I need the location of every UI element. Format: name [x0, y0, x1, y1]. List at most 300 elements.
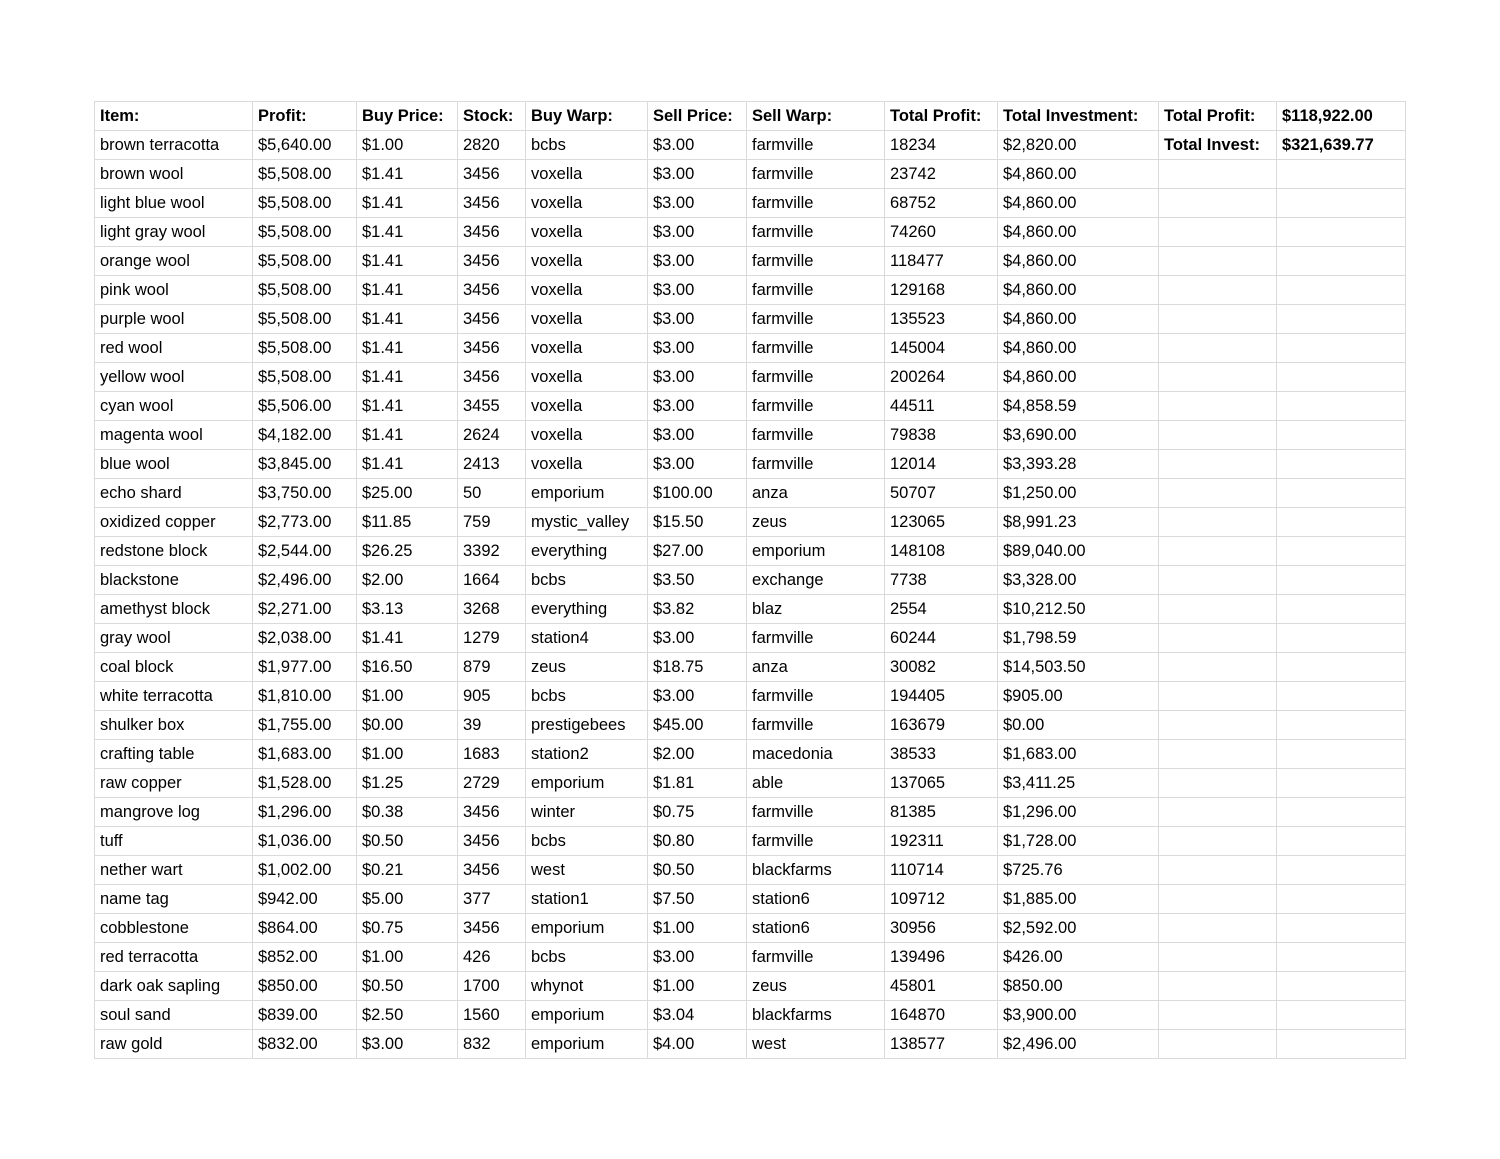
cell-item[interactable]: light gray wool — [95, 218, 253, 247]
cell-sell-warp[interactable]: farmville — [747, 711, 885, 740]
cell-item[interactable]: raw gold — [95, 1030, 253, 1059]
cell-buy-warp[interactable]: prestigebees — [526, 711, 648, 740]
cell-total-investment[interactable]: $1,296.00 — [998, 798, 1159, 827]
cell-total-investment[interactable]: $850.00 — [998, 972, 1159, 1001]
empty-cell[interactable] — [1159, 624, 1277, 653]
cell-sell-price[interactable]: $15.50 — [648, 508, 747, 537]
cell-total-investment[interactable]: $4,860.00 — [998, 218, 1159, 247]
cell-buy-price[interactable]: $1.41 — [357, 218, 458, 247]
cell-profit[interactable]: $5,508.00 — [253, 189, 357, 218]
empty-cell[interactable] — [1277, 914, 1406, 943]
cell-buy-warp[interactable]: bcbs — [526, 827, 648, 856]
empty-cell[interactable] — [1159, 682, 1277, 711]
cell-profit[interactable]: $5,508.00 — [253, 305, 357, 334]
cell-item[interactable]: raw copper — [95, 769, 253, 798]
cell-total-investment[interactable]: $3,328.00 — [998, 566, 1159, 595]
cell-sell-warp[interactable]: blaz — [747, 595, 885, 624]
empty-cell[interactable] — [1159, 1030, 1277, 1059]
cell-buy-warp[interactable]: west — [526, 856, 648, 885]
cell-profit[interactable]: $5,508.00 — [253, 218, 357, 247]
cell-stock[interactable]: 3456 — [458, 189, 526, 218]
cell-total-profit[interactable]: 138577 — [885, 1030, 998, 1059]
cell-total-investment[interactable]: $0.00 — [998, 711, 1159, 740]
cell-stock[interactable]: 2624 — [458, 421, 526, 450]
cell-profit[interactable]: $2,544.00 — [253, 537, 357, 566]
cell-total-profit[interactable]: 81385 — [885, 798, 998, 827]
cell-total-investment[interactable]: $4,860.00 — [998, 189, 1159, 218]
cell-total-profit[interactable]: 123065 — [885, 508, 998, 537]
cell-sell-price[interactable]: $7.50 — [648, 885, 747, 914]
cell-total-profit[interactable]: 110714 — [885, 856, 998, 885]
empty-cell[interactable] — [1277, 740, 1406, 769]
cell-item[interactable]: coal block — [95, 653, 253, 682]
cell-total-profit[interactable]: 129168 — [885, 276, 998, 305]
cell-buy-price[interactable]: $1.41 — [357, 247, 458, 276]
cell-buy-warp[interactable]: whynot — [526, 972, 648, 1001]
cell-profit[interactable]: $852.00 — [253, 943, 357, 972]
cell-total-investment[interactable]: $1,885.00 — [998, 885, 1159, 914]
cell-total-investment[interactable]: $4,860.00 — [998, 160, 1159, 189]
cell-buy-warp[interactable]: emporium — [526, 1030, 648, 1059]
cell-buy-warp[interactable]: everything — [526, 595, 648, 624]
cell-total-investment[interactable]: $3,690.00 — [998, 421, 1159, 450]
cell-total-investment[interactable]: $3,411.25 — [998, 769, 1159, 798]
cell-sell-price[interactable]: $3.00 — [648, 450, 747, 479]
cell-total-profit[interactable]: 45801 — [885, 972, 998, 1001]
cell-sell-price[interactable]: $3.00 — [648, 131, 747, 160]
cell-stock[interactable]: 3456 — [458, 334, 526, 363]
header-item[interactable]: Item: — [95, 102, 253, 131]
empty-cell[interactable] — [1277, 885, 1406, 914]
cell-item[interactable]: white terracotta — [95, 682, 253, 711]
cell-total-investment[interactable]: $2,496.00 — [998, 1030, 1159, 1059]
cell-buy-warp[interactable]: voxella — [526, 218, 648, 247]
cell-buy-warp[interactable]: voxella — [526, 363, 648, 392]
header-sell-warp[interactable]: Sell Warp: — [747, 102, 885, 131]
summary-total-profit-value[interactable]: $118,922.00 — [1277, 102, 1406, 131]
cell-stock[interactable]: 759 — [458, 508, 526, 537]
cell-sell-warp[interactable]: exchange — [747, 566, 885, 595]
cell-total-profit[interactable]: 30082 — [885, 653, 998, 682]
cell-sell-warp[interactable]: farmville — [747, 247, 885, 276]
cell-stock[interactable]: 3456 — [458, 798, 526, 827]
cell-buy-price[interactable]: $5.00 — [357, 885, 458, 914]
cell-profit[interactable]: $5,506.00 — [253, 392, 357, 421]
cell-sell-price[interactable]: $3.04 — [648, 1001, 747, 1030]
cell-buy-price[interactable]: $1.00 — [357, 682, 458, 711]
empty-cell[interactable] — [1277, 160, 1406, 189]
cell-item[interactable]: orange wool — [95, 247, 253, 276]
cell-total-profit[interactable]: 79838 — [885, 421, 998, 450]
cell-total-investment[interactable]: $3,393.28 — [998, 450, 1159, 479]
cell-stock[interactable]: 1560 — [458, 1001, 526, 1030]
cell-sell-warp[interactable]: farmville — [747, 305, 885, 334]
cell-stock[interactable]: 3456 — [458, 218, 526, 247]
cell-total-investment[interactable]: $3,900.00 — [998, 1001, 1159, 1030]
cell-sell-price[interactable]: $1.00 — [648, 914, 747, 943]
cell-sell-warp[interactable]: zeus — [747, 972, 885, 1001]
cell-sell-price[interactable]: $3.00 — [648, 305, 747, 334]
cell-stock[interactable]: 39 — [458, 711, 526, 740]
cell-sell-warp[interactable]: farmville — [747, 131, 885, 160]
cell-stock[interactable]: 3268 — [458, 595, 526, 624]
cell-profit[interactable]: $1,528.00 — [253, 769, 357, 798]
cell-buy-warp[interactable]: voxella — [526, 421, 648, 450]
cell-buy-price[interactable]: $3.13 — [357, 595, 458, 624]
empty-cell[interactable] — [1159, 276, 1277, 305]
cell-sell-price[interactable]: $0.50 — [648, 856, 747, 885]
empty-cell[interactable] — [1159, 363, 1277, 392]
cell-total-investment[interactable]: $14,503.50 — [998, 653, 1159, 682]
empty-cell[interactable] — [1277, 798, 1406, 827]
cell-item[interactable]: light blue wool — [95, 189, 253, 218]
cell-buy-price[interactable]: $1.00 — [357, 131, 458, 160]
cell-buy-warp[interactable]: voxella — [526, 334, 648, 363]
cell-item[interactable]: tuff — [95, 827, 253, 856]
cell-profit[interactable]: $4,182.00 — [253, 421, 357, 450]
empty-cell[interactable] — [1277, 566, 1406, 595]
cell-profit[interactable]: $1,683.00 — [253, 740, 357, 769]
empty-cell[interactable] — [1159, 595, 1277, 624]
cell-sell-price[interactable]: $3.00 — [648, 218, 747, 247]
cell-profit[interactable]: $942.00 — [253, 885, 357, 914]
cell-profit[interactable]: $1,977.00 — [253, 653, 357, 682]
cell-buy-warp[interactable]: station2 — [526, 740, 648, 769]
cell-buy-price[interactable]: $1.41 — [357, 160, 458, 189]
cell-total-investment[interactable]: $2,820.00 — [998, 131, 1159, 160]
cell-sell-price[interactable]: $3.00 — [648, 392, 747, 421]
cell-item[interactable]: echo shard — [95, 479, 253, 508]
cell-buy-price[interactable]: $1.41 — [357, 421, 458, 450]
empty-cell[interactable] — [1159, 972, 1277, 1001]
cell-stock[interactable]: 3456 — [458, 914, 526, 943]
cell-profit[interactable]: $5,640.00 — [253, 131, 357, 160]
cell-sell-price[interactable]: $18.75 — [648, 653, 747, 682]
cell-stock[interactable]: 3456 — [458, 305, 526, 334]
cell-item[interactable]: pink wool — [95, 276, 253, 305]
cell-stock[interactable]: 2413 — [458, 450, 526, 479]
cell-buy-warp[interactable]: bcbs — [526, 566, 648, 595]
empty-cell[interactable] — [1277, 1001, 1406, 1030]
cell-sell-price[interactable]: $3.00 — [648, 363, 747, 392]
cell-total-investment[interactable]: $2,592.00 — [998, 914, 1159, 943]
cell-total-investment[interactable]: $1,250.00 — [998, 479, 1159, 508]
cell-buy-warp[interactable]: bcbs — [526, 943, 648, 972]
cell-sell-warp[interactable]: farmville — [747, 624, 885, 653]
cell-profit[interactable]: $839.00 — [253, 1001, 357, 1030]
empty-cell[interactable] — [1277, 189, 1406, 218]
header-buy-price[interactable]: Buy Price: — [357, 102, 458, 131]
cell-item[interactable]: blue wool — [95, 450, 253, 479]
cell-total-profit[interactable]: 30956 — [885, 914, 998, 943]
summary-total-profit-label[interactable]: Total Profit: — [1159, 102, 1277, 131]
cell-buy-warp[interactable]: bcbs — [526, 682, 648, 711]
cell-buy-price[interactable]: $0.00 — [357, 711, 458, 740]
cell-profit[interactable]: $5,508.00 — [253, 276, 357, 305]
empty-cell[interactable] — [1159, 508, 1277, 537]
cell-total-investment[interactable]: $4,860.00 — [998, 334, 1159, 363]
empty-cell[interactable] — [1159, 421, 1277, 450]
cell-buy-price[interactable]: $16.50 — [357, 653, 458, 682]
cell-total-investment[interactable]: $4,860.00 — [998, 276, 1159, 305]
cell-buy-price[interactable]: $1.41 — [357, 334, 458, 363]
cell-stock[interactable]: 377 — [458, 885, 526, 914]
cell-buy-warp[interactable]: bcbs — [526, 131, 648, 160]
empty-cell[interactable] — [1277, 479, 1406, 508]
empty-cell[interactable] — [1159, 537, 1277, 566]
cell-item[interactable]: dark oak sapling — [95, 972, 253, 1001]
cell-sell-warp[interactable]: farmville — [747, 160, 885, 189]
cell-buy-price[interactable]: $25.00 — [357, 479, 458, 508]
cell-item[interactable]: magenta wool — [95, 421, 253, 450]
cell-stock[interactable]: 3455 — [458, 392, 526, 421]
cell-sell-price[interactable]: $3.00 — [648, 189, 747, 218]
cell-buy-price[interactable]: $1.41 — [357, 276, 458, 305]
empty-cell[interactable] — [1159, 798, 1277, 827]
cell-stock[interactable]: 879 — [458, 653, 526, 682]
cell-buy-price[interactable]: $26.25 — [357, 537, 458, 566]
summary-total-invest-value[interactable]: $321,639.77 — [1277, 131, 1406, 160]
cell-stock[interactable]: 1700 — [458, 972, 526, 1001]
cell-total-profit[interactable]: 163679 — [885, 711, 998, 740]
cell-total-investment[interactable]: $905.00 — [998, 682, 1159, 711]
cell-buy-warp[interactable]: voxella — [526, 276, 648, 305]
empty-cell[interactable] — [1277, 653, 1406, 682]
cell-buy-warp[interactable]: voxella — [526, 450, 648, 479]
empty-cell[interactable] — [1159, 1001, 1277, 1030]
cell-total-profit[interactable]: 60244 — [885, 624, 998, 653]
cell-profit[interactable]: $1,296.00 — [253, 798, 357, 827]
cell-buy-price[interactable]: $1.00 — [357, 943, 458, 972]
cell-buy-price[interactable]: $2.50 — [357, 1001, 458, 1030]
empty-cell[interactable] — [1277, 769, 1406, 798]
empty-cell[interactable] — [1277, 711, 1406, 740]
cell-profit[interactable]: $1,755.00 — [253, 711, 357, 740]
empty-cell[interactable] — [1277, 276, 1406, 305]
cell-sell-price[interactable]: $3.00 — [648, 624, 747, 653]
cell-total-profit[interactable]: 23742 — [885, 160, 998, 189]
cell-total-investment[interactable]: $426.00 — [998, 943, 1159, 972]
cell-total-profit[interactable]: 200264 — [885, 363, 998, 392]
cell-sell-price[interactable]: $3.00 — [648, 682, 747, 711]
cell-sell-warp[interactable]: farmville — [747, 189, 885, 218]
empty-cell[interactable] — [1277, 595, 1406, 624]
cell-total-investment[interactable]: $725.76 — [998, 856, 1159, 885]
cell-total-profit[interactable]: 38533 — [885, 740, 998, 769]
cell-total-investment[interactable]: $89,040.00 — [998, 537, 1159, 566]
cell-buy-warp[interactable]: voxella — [526, 392, 648, 421]
cell-total-profit[interactable]: 118477 — [885, 247, 998, 276]
empty-cell[interactable] — [1159, 856, 1277, 885]
cell-buy-warp[interactable]: zeus — [526, 653, 648, 682]
cell-profit[interactable]: $832.00 — [253, 1030, 357, 1059]
cell-total-investment[interactable]: $4,860.00 — [998, 363, 1159, 392]
cell-total-profit[interactable]: 145004 — [885, 334, 998, 363]
cell-total-investment[interactable]: $10,212.50 — [998, 595, 1159, 624]
cell-item[interactable]: brown terracotta — [95, 131, 253, 160]
empty-cell[interactable] — [1277, 537, 1406, 566]
empty-cell[interactable] — [1159, 711, 1277, 740]
cell-buy-warp[interactable]: emporium — [526, 769, 648, 798]
cell-stock[interactable]: 832 — [458, 1030, 526, 1059]
cell-sell-warp[interactable]: zeus — [747, 508, 885, 537]
cell-profit[interactable]: $5,508.00 — [253, 334, 357, 363]
cell-buy-warp[interactable]: voxella — [526, 189, 648, 218]
cell-total-profit[interactable]: 164870 — [885, 1001, 998, 1030]
cell-profit[interactable]: $2,038.00 — [253, 624, 357, 653]
cell-profit[interactable]: $5,508.00 — [253, 247, 357, 276]
empty-cell[interactable] — [1277, 682, 1406, 711]
cell-profit[interactable]: $5,508.00 — [253, 160, 357, 189]
cell-sell-warp[interactable]: farmville — [747, 450, 885, 479]
empty-cell[interactable] — [1159, 566, 1277, 595]
cell-item[interactable]: shulker box — [95, 711, 253, 740]
cell-sell-warp[interactable]: farmville — [747, 363, 885, 392]
cell-buy-price[interactable]: $0.21 — [357, 856, 458, 885]
cell-stock[interactable]: 2820 — [458, 131, 526, 160]
header-sell-price[interactable]: Sell Price: — [648, 102, 747, 131]
cell-total-profit[interactable]: 2554 — [885, 595, 998, 624]
cell-buy-warp[interactable]: emporium — [526, 914, 648, 943]
empty-cell[interactable] — [1159, 334, 1277, 363]
cell-total-investment[interactable]: $4,860.00 — [998, 247, 1159, 276]
cell-total-profit[interactable]: 18234 — [885, 131, 998, 160]
cell-sell-warp[interactable]: blackfarms — [747, 856, 885, 885]
empty-cell[interactable] — [1159, 885, 1277, 914]
cell-buy-price[interactable]: $0.75 — [357, 914, 458, 943]
cell-buy-price[interactable]: $0.38 — [357, 798, 458, 827]
empty-cell[interactable] — [1277, 247, 1406, 276]
cell-sell-warp[interactable]: farmville — [747, 943, 885, 972]
cell-total-profit[interactable]: 135523 — [885, 305, 998, 334]
cell-buy-price[interactable]: $1.41 — [357, 189, 458, 218]
cell-buy-price[interactable]: $1.41 — [357, 450, 458, 479]
cell-item[interactable]: yellow wool — [95, 363, 253, 392]
cell-buy-warp[interactable]: voxella — [526, 160, 648, 189]
cell-profit[interactable]: $5,508.00 — [253, 363, 357, 392]
cell-sell-warp[interactable]: emporium — [747, 537, 885, 566]
empty-cell[interactable] — [1277, 943, 1406, 972]
cell-buy-warp[interactable]: mystic_valley — [526, 508, 648, 537]
cell-sell-price[interactable]: $0.75 — [648, 798, 747, 827]
cell-total-investment[interactable]: $1,683.00 — [998, 740, 1159, 769]
header-total-profit[interactable]: Total Profit: — [885, 102, 998, 131]
empty-cell[interactable] — [1277, 856, 1406, 885]
empty-cell[interactable] — [1277, 624, 1406, 653]
cell-total-profit[interactable]: 139496 — [885, 943, 998, 972]
empty-cell[interactable] — [1159, 769, 1277, 798]
cell-buy-price[interactable]: $1.41 — [357, 392, 458, 421]
empty-cell[interactable] — [1159, 479, 1277, 508]
cell-buy-price[interactable]: $2.00 — [357, 566, 458, 595]
header-buy-warp[interactable]: Buy Warp: — [526, 102, 648, 131]
cell-buy-warp[interactable]: voxella — [526, 247, 648, 276]
cell-sell-warp[interactable]: farmville — [747, 392, 885, 421]
cell-buy-price[interactable]: $0.50 — [357, 827, 458, 856]
cell-item[interactable]: mangrove log — [95, 798, 253, 827]
cell-sell-price[interactable]: $3.00 — [648, 334, 747, 363]
cell-sell-price[interactable]: $3.00 — [648, 943, 747, 972]
empty-cell[interactable] — [1277, 218, 1406, 247]
cell-profit[interactable]: $1,002.00 — [253, 856, 357, 885]
cell-stock[interactable]: 1279 — [458, 624, 526, 653]
cell-total-profit[interactable]: 50707 — [885, 479, 998, 508]
cell-sell-price[interactable]: $1.00 — [648, 972, 747, 1001]
cell-total-profit[interactable]: 109712 — [885, 885, 998, 914]
cell-buy-warp[interactable]: everything — [526, 537, 648, 566]
cell-item[interactable]: oxidized copper — [95, 508, 253, 537]
empty-cell[interactable] — [1159, 914, 1277, 943]
cell-sell-price[interactable]: $0.80 — [648, 827, 747, 856]
cell-total-profit[interactable]: 74260 — [885, 218, 998, 247]
cell-total-investment[interactable]: $4,860.00 — [998, 305, 1159, 334]
cell-stock[interactable]: 3456 — [458, 276, 526, 305]
cell-buy-warp[interactable]: station1 — [526, 885, 648, 914]
cell-buy-warp[interactable]: emporium — [526, 479, 648, 508]
cell-sell-price[interactable]: $3.50 — [648, 566, 747, 595]
cell-total-investment[interactable]: $1,798.59 — [998, 624, 1159, 653]
cell-sell-warp[interactable]: anza — [747, 479, 885, 508]
cell-stock[interactable]: 2729 — [458, 769, 526, 798]
cell-buy-price[interactable]: $1.41 — [357, 624, 458, 653]
cell-stock[interactable]: 426 — [458, 943, 526, 972]
empty-cell[interactable] — [1277, 827, 1406, 856]
cell-buy-price[interactable]: $1.25 — [357, 769, 458, 798]
cell-buy-warp[interactable]: winter — [526, 798, 648, 827]
cell-stock[interactable]: 3456 — [458, 363, 526, 392]
cell-stock[interactable]: 3456 — [458, 247, 526, 276]
cell-buy-price[interactable]: $0.50 — [357, 972, 458, 1001]
cell-buy-price[interactable]: $11.85 — [357, 508, 458, 537]
cell-stock[interactable]: 3392 — [458, 537, 526, 566]
cell-item[interactable]: name tag — [95, 885, 253, 914]
cell-buy-price[interactable]: $1.41 — [357, 363, 458, 392]
cell-stock[interactable]: 1683 — [458, 740, 526, 769]
cell-item[interactable]: red terracotta — [95, 943, 253, 972]
cell-sell-warp[interactable]: farmville — [747, 682, 885, 711]
empty-cell[interactable] — [1159, 392, 1277, 421]
empty-cell[interactable] — [1159, 827, 1277, 856]
cell-total-profit[interactable]: 194405 — [885, 682, 998, 711]
cell-profit[interactable]: $2,271.00 — [253, 595, 357, 624]
cell-item[interactable]: cyan wool — [95, 392, 253, 421]
empty-cell[interactable] — [1159, 218, 1277, 247]
cell-buy-warp[interactable]: emporium — [526, 1001, 648, 1030]
cell-sell-price[interactable]: $3.00 — [648, 160, 747, 189]
cell-item[interactable]: blackstone — [95, 566, 253, 595]
header-profit[interactable]: Profit: — [253, 102, 357, 131]
cell-profit[interactable]: $1,810.00 — [253, 682, 357, 711]
cell-sell-warp[interactable]: west — [747, 1030, 885, 1059]
cell-total-profit[interactable]: 68752 — [885, 189, 998, 218]
cell-sell-price[interactable]: $3.82 — [648, 595, 747, 624]
cell-item[interactable]: red wool — [95, 334, 253, 363]
cell-total-investment[interactable]: $4,858.59 — [998, 392, 1159, 421]
cell-sell-price[interactable]: $3.00 — [648, 276, 747, 305]
cell-sell-warp[interactable]: blackfarms — [747, 1001, 885, 1030]
cell-buy-warp[interactable]: station4 — [526, 624, 648, 653]
cell-sell-price[interactable]: $3.00 — [648, 421, 747, 450]
cell-profit[interactable]: $864.00 — [253, 914, 357, 943]
cell-sell-warp[interactable]: able — [747, 769, 885, 798]
summary-total-invest-label[interactable]: Total Invest: — [1159, 131, 1277, 160]
empty-cell[interactable] — [1277, 450, 1406, 479]
cell-sell-warp[interactable]: farmville — [747, 827, 885, 856]
cell-profit[interactable]: $2,496.00 — [253, 566, 357, 595]
cell-total-investment[interactable]: $8,991.23 — [998, 508, 1159, 537]
cell-total-profit[interactable]: 148108 — [885, 537, 998, 566]
cell-sell-warp[interactable]: farmville — [747, 218, 885, 247]
